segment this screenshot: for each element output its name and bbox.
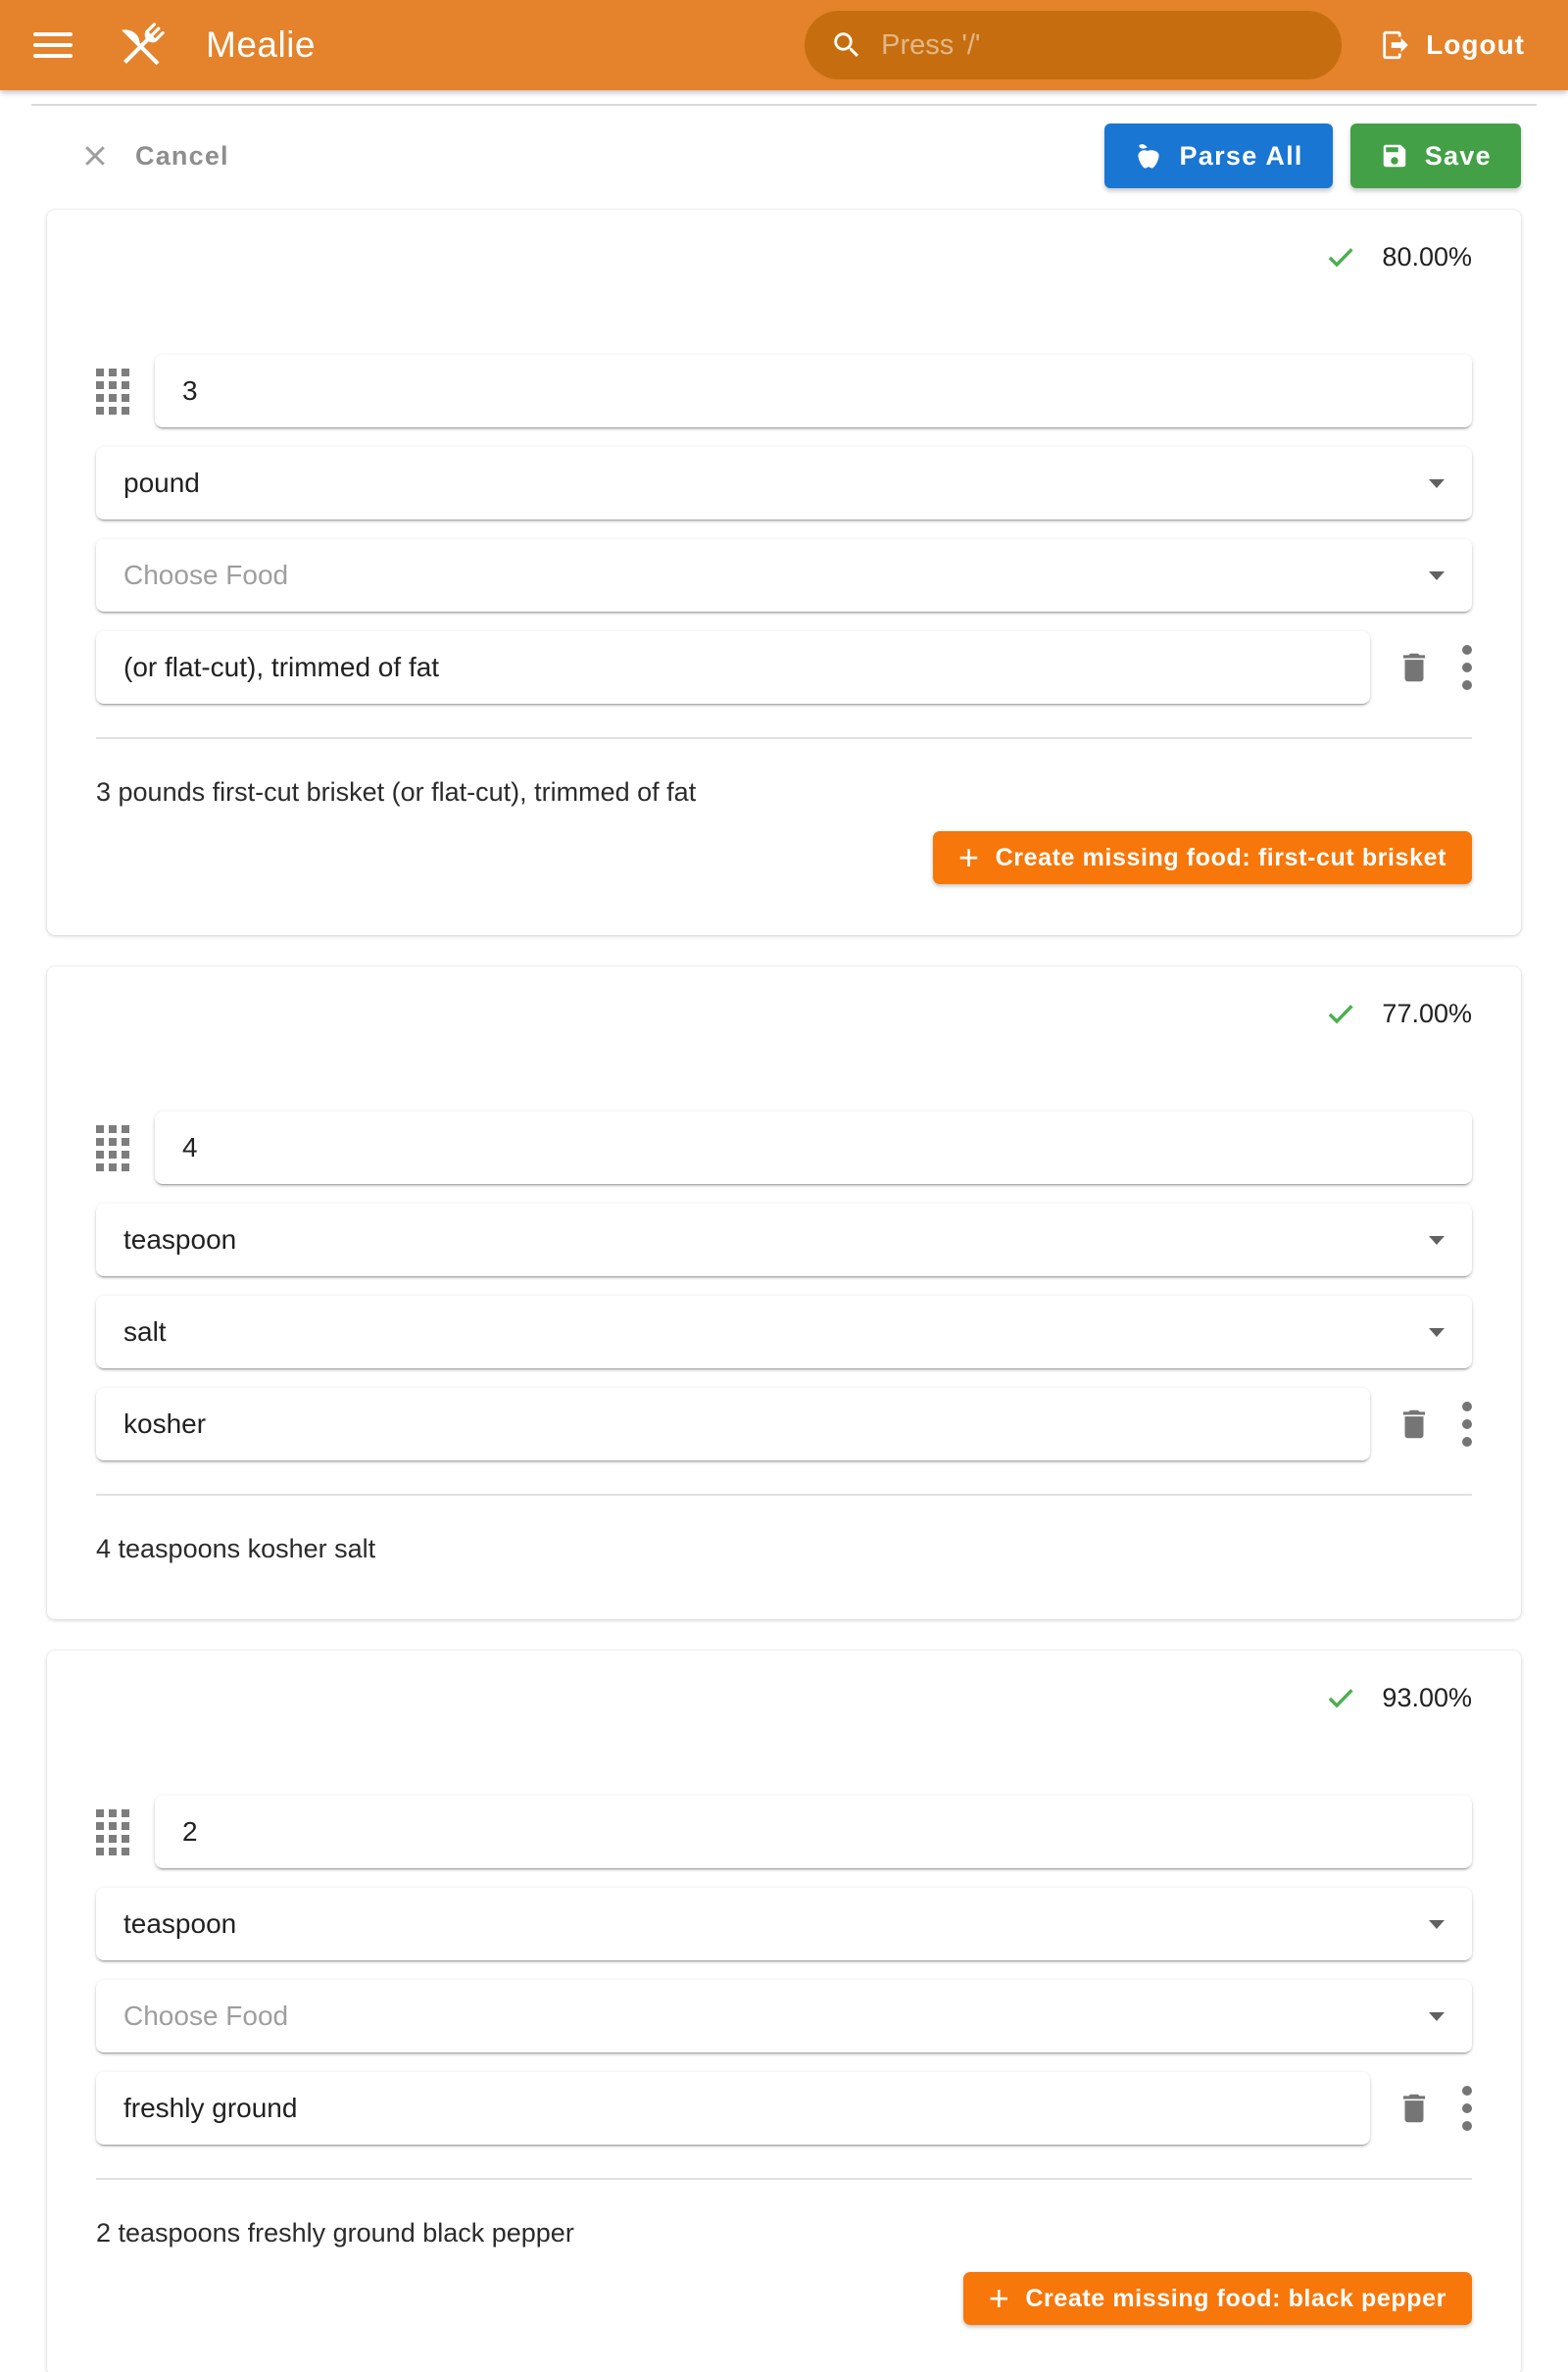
cancel-label: Cancel — [135, 140, 229, 171]
hamburger-menu-icon[interactable] — [33, 28, 73, 62]
plus-icon: + — [988, 2278, 1010, 2318]
chevron-down-icon — [1429, 479, 1445, 488]
create-missing-food-button[interactable] — [933, 831, 1472, 884]
ingredient-list — [0, 210, 1568, 2372]
unit-select[interactable] — [96, 1204, 1472, 1276]
unit-value: teaspoon — [123, 1224, 237, 1255]
save-button[interactable] — [1350, 124, 1521, 188]
create-missing-food-label: Create missing food: black pepper — [1025, 2284, 1446, 2312]
save-label: Save — [1424, 140, 1492, 171]
parse-all-button[interactable] — [1104, 124, 1332, 188]
food-value: salt — [123, 1316, 167, 1347]
food-placeholder: Choose Food — [123, 2001, 289, 2031]
logout-button[interactable] — [1379, 28, 1525, 62]
chevron-down-icon — [1429, 1920, 1445, 1929]
more-options-button[interactable] — [1462, 2086, 1472, 2131]
quantity-input[interactable] — [155, 355, 1472, 427]
unit-value: pound — [123, 468, 200, 498]
logout-label: Logout — [1426, 29, 1525, 60]
trash-icon — [1396, 2090, 1433, 2127]
logout-icon — [1379, 28, 1412, 62]
confidence-row — [96, 1678, 1472, 1717]
delete-button[interactable] — [1396, 649, 1433, 686]
app-logo-knife-fork-icon[interactable] — [114, 17, 171, 74]
confidence-value: 77.00% — [1382, 998, 1472, 1028]
card-divider — [96, 2178, 1472, 2180]
quantity-input[interactable] — [155, 1112, 1472, 1184]
kebab-dot-icon — [1462, 2086, 1472, 2096]
app-bar — [0, 0, 1568, 90]
kebab-dot-icon — [1462, 1402, 1472, 1411]
header-divider — [31, 104, 1537, 106]
ingredient-card — [47, 1651, 1521, 2372]
confidence-row — [96, 237, 1472, 276]
close-icon — [80, 141, 110, 171]
unit-select[interactable] — [96, 1888, 1472, 1960]
chevron-down-icon — [1429, 571, 1445, 580]
confidence-row — [96, 994, 1472, 1033]
confidence-value: 80.00% — [1382, 241, 1472, 272]
trash-icon — [1396, 649, 1433, 686]
save-icon — [1380, 141, 1409, 171]
delete-button[interactable] — [1396, 1406, 1433, 1443]
original-ingredient-text: 3 pounds first-cut brisket (or flat-cut), trimmed of fat — [96, 777, 697, 807]
note-input[interactable] — [96, 2072, 1370, 2145]
cancel-button[interactable] — [80, 141, 229, 172]
drag-handle-icon[interactable] — [96, 369, 155, 415]
note-input[interactable] — [96, 1388, 1370, 1460]
check-icon — [1323, 239, 1358, 274]
editor-toolbar — [47, 124, 1521, 188]
food-select[interactable] — [96, 1980, 1472, 2052]
apple-icon — [1134, 141, 1163, 171]
more-options-button[interactable] — [1462, 1402, 1472, 1447]
food-select[interactable] — [96, 539, 1472, 612]
check-icon — [1323, 1680, 1358, 1715]
kebab-dot-icon — [1462, 645, 1472, 655]
drag-handle-icon[interactable] — [96, 1125, 155, 1171]
confidence-value: 93.00% — [1382, 1682, 1472, 1712]
unit-select[interactable] — [96, 447, 1472, 519]
search-icon — [830, 28, 863, 62]
chevron-down-icon — [1429, 2012, 1445, 2021]
chevron-down-icon — [1429, 1328, 1445, 1337]
search-bar — [805, 11, 1342, 79]
food-placeholder: Choose Food — [123, 560, 289, 590]
card-divider — [96, 1494, 1472, 1496]
create-missing-food-label: Create missing food: first-cut brisket — [995, 843, 1446, 871]
note-input[interactable] — [96, 631, 1370, 704]
delete-button[interactable] — [1396, 2090, 1433, 2127]
food-select[interactable] — [96, 1296, 1472, 1368]
drag-handle-icon[interactable] — [96, 1809, 155, 1855]
app-title: Mealie — [206, 25, 316, 65]
more-options-button[interactable] — [1462, 645, 1472, 690]
quantity-input[interactable] — [155, 1796, 1472, 1868]
original-ingredient-text: 4 teaspoons kosher salt — [96, 1534, 376, 1563]
chevron-down-icon — [1429, 1236, 1445, 1245]
trash-icon — [1396, 1406, 1433, 1443]
check-icon — [1323, 996, 1358, 1031]
parse-all-label: Parse All — [1179, 140, 1303, 171]
original-ingredient-text: 2 teaspoons freshly ground black pepper — [96, 2218, 574, 2248]
card-divider — [96, 737, 1472, 739]
create-missing-food-button[interactable] — [963, 2272, 1472, 2325]
ingredient-card — [47, 966, 1521, 1619]
ingredient-card — [47, 210, 1521, 935]
plus-icon: + — [958, 837, 980, 877]
unit-value: teaspoon — [123, 1908, 237, 1939]
search-input[interactable] — [881, 29, 1316, 62]
